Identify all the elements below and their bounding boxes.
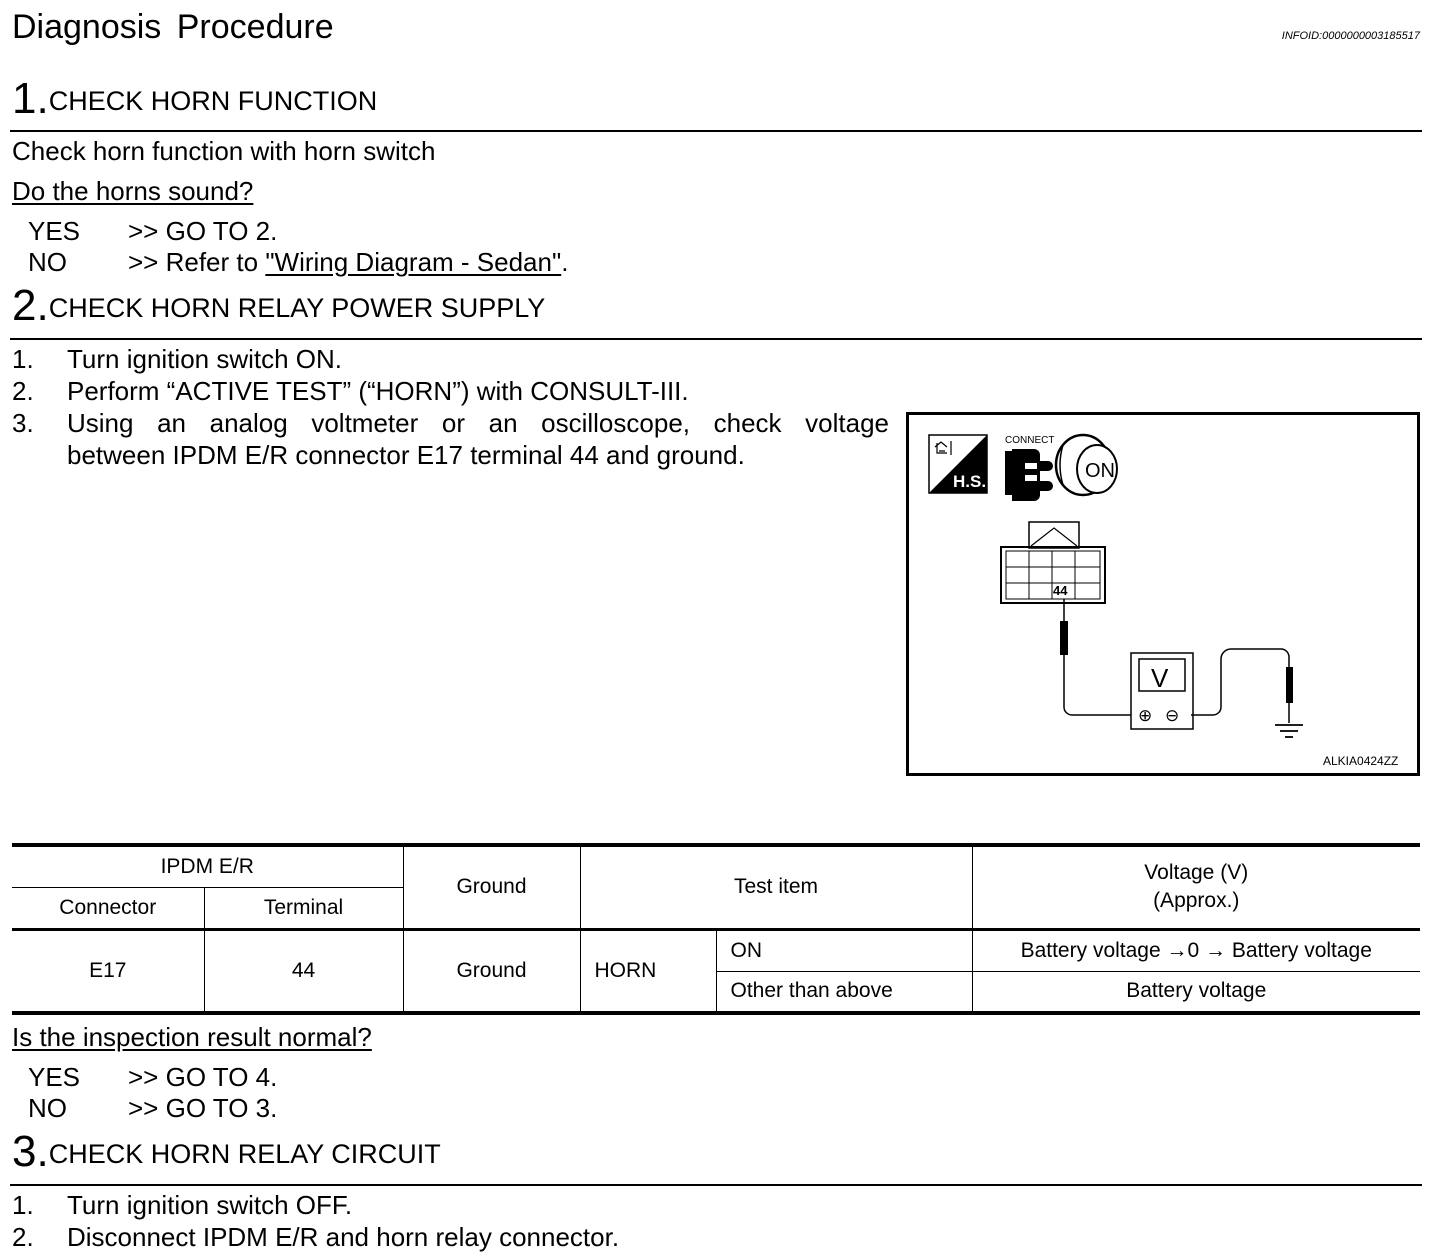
positive-probe [1060, 599, 1135, 715]
cell-condition-on: ON [716, 929, 972, 971]
step-2-rule [10, 338, 1422, 340]
hs-label: H.S. [953, 472, 987, 491]
answer-action: >> GO TO 4. [128, 1062, 278, 1092]
header-terminal: Terminal [204, 887, 403, 929]
voltage-spec-table [12, 843, 1420, 1015]
item-text: Turn ignition switch ON. [67, 344, 343, 374]
item-number: 3. [12, 408, 34, 438]
step-2-item-3 [12, 408, 892, 472]
cell-test-item: HORN [580, 929, 716, 1013]
answer-key: NO [28, 247, 67, 277]
header-ipdm-er: IPDM E/R [12, 845, 403, 887]
voltmeter [1131, 653, 1193, 729]
figure-code: ALKIA0424ZZ [1323, 754, 1399, 768]
header-voltage [972, 845, 1420, 929]
page-title: Diagnosis Procedure [12, 8, 334, 46]
plus-terminal: ⊕ [1138, 706, 1153, 726]
step-2-number: 2. [12, 281, 49, 330]
step-2-answer-no [28, 1093, 728, 1125]
answer-key: YES [28, 216, 81, 246]
step-3-heading [12, 1127, 441, 1177]
ignition-on-icon [1056, 435, 1117, 495]
step-2-title: CHECK HORN RELAY POWER SUPPLY [48, 293, 546, 323]
ignition-label: ON [1085, 460, 1115, 482]
step-1-answer-yes [28, 216, 728, 248]
header-test-item: Test item [580, 845, 972, 929]
minus-terminal: ⊖ [1165, 706, 1180, 726]
step-1-answer-no [28, 247, 728, 279]
meter-label: V [1151, 663, 1169, 693]
step-2-heading [12, 281, 545, 331]
terminal-44-label: 44 [1053, 583, 1068, 598]
item-text-line-1: Using an analog voltmeter or an oscilloscope, check voltage [67, 408, 889, 438]
answer-action-suffix: . [561, 247, 569, 277]
step-1-number: 1. [12, 74, 49, 123]
step-1-heading [12, 74, 377, 124]
step-2-answer-yes [28, 1062, 728, 1094]
figure-drawing [909, 415, 1417, 773]
hs-icon [929, 435, 987, 493]
header-voltage-line-1: Voltage (V) [1144, 861, 1249, 885]
step-3-rule [10, 1184, 1422, 1186]
answer-key: NO [28, 1093, 67, 1123]
item-text: Disconnect IPDM E/R and horn relay connector. [67, 1222, 620, 1252]
step-3-item-1 [12, 1190, 892, 1222]
cell-ground: Ground [403, 929, 580, 1013]
table-row [12, 929, 1420, 971]
cell-connector: E17 [12, 929, 204, 1013]
connect-icon [1005, 435, 1054, 501]
answer-action: >> GO TO 2. [128, 216, 278, 246]
step-1-title: CHECK HORN FUNCTION [48, 86, 378, 116]
cell-voltage-on: Battery voltage →0 → Battery voltage [972, 929, 1420, 971]
item-number: 1. [12, 1190, 34, 1220]
step-3-title: CHECK HORN RELAY CIRCUIT [48, 1139, 441, 1169]
cell-terminal: 44 [204, 929, 403, 1013]
step-1-rule [10, 130, 1422, 132]
info-id: INFOID:0000000003185517 [1281, 30, 1420, 42]
header-ground: Ground [403, 845, 580, 929]
voltage-check-figure [906, 412, 1420, 776]
answer-action-prefix: >> Refer to [128, 247, 266, 277]
item-text: Perform “ACTIVE TEST” (“HORN”) with CONSULT-III. [67, 376, 689, 406]
step-2-item-2 [12, 376, 892, 408]
step-1-instruction: Check horn function with horn switch [12, 136, 436, 166]
step-3-item-2 [12, 1222, 892, 1254]
item-number: 2. [12, 376, 34, 406]
item-number: 1. [12, 344, 34, 374]
item-text-line-2: between IPDM E/R connector E17 terminal 44 and ground. [67, 440, 745, 470]
item-number: 2. [12, 1222, 34, 1252]
wiring-diagram-link[interactable]: "Wiring Diagram - Sedan" [265, 247, 562, 277]
negative-probe [1191, 649, 1293, 723]
cell-voltage-other: Battery voltage [972, 971, 1420, 1013]
header-voltage-line-2: (Approx.) [1153, 889, 1240, 913]
step-2-item-1 [12, 344, 892, 376]
ground-symbol [1275, 725, 1303, 737]
item-text: Turn ignition switch OFF. [67, 1190, 353, 1220]
connect-label: CONNECT [1005, 435, 1055, 446]
step-3-number: 3. [12, 1127, 49, 1176]
header-connector: Connector [12, 887, 204, 929]
step-1-question: Do the horns sound? [12, 176, 254, 206]
answer-key: YES [28, 1062, 81, 1092]
step-2-question: Is the inspection result normal? [12, 1022, 372, 1052]
answer-action [128, 247, 568, 278]
cell-condition-other: Other than above [716, 971, 972, 1013]
answer-action: >> GO TO 3. [128, 1093, 278, 1123]
